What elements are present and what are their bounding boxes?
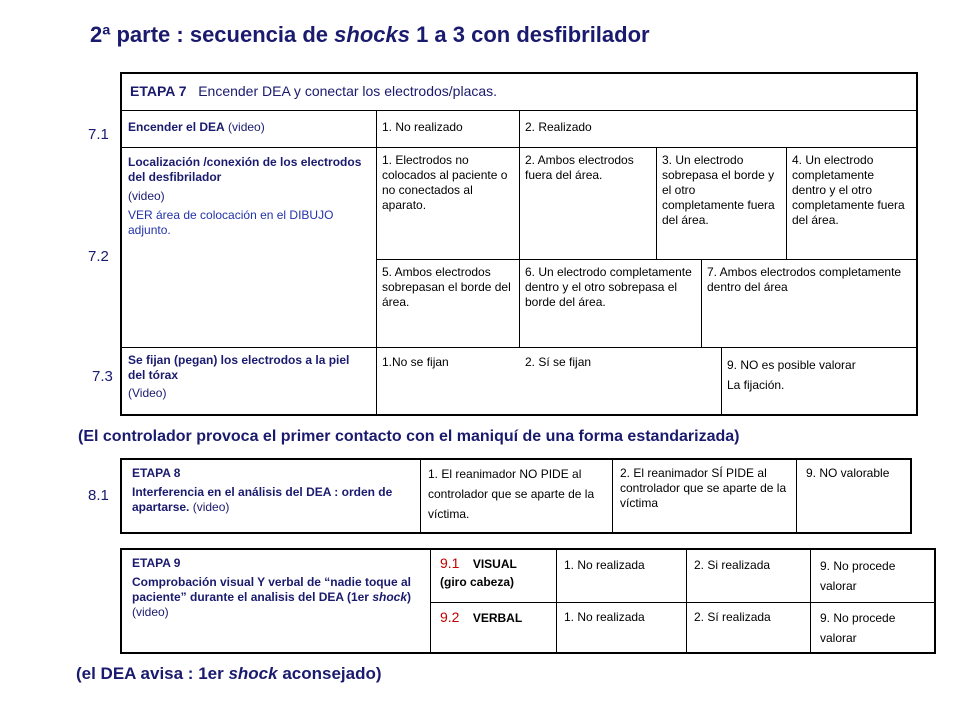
etapa9-r2-opt9: 9. No procede valorar [820,611,896,645]
etapa7-row2-opt7: 7. Ambos electrodos completamente dentro del área [707,265,902,294]
etapa9-r1-opt9: 9. No procede valorar [820,559,896,593]
etapa8-opt2: 2. El reanimador SÍ PIDE al controlador que se aparte de la víctima [620,466,787,510]
etapa7-row3-label [122,347,376,416]
side-label-7-3: 7.3 [92,368,113,385]
etapa7-row2-opt5: 5. Ambos electrodos sobrepasan el borde del área. [382,265,511,309]
etapa7-title: Encender DEA y conectar los electrodos/placas. [198,83,498,99]
etapa9-label-bold: Comprobación visual Y verbal de “nadie toque al paciente” durante el analisis del DEA (1er [132,575,411,604]
etapa8-tag: ETAPA 8 [132,466,181,480]
row3-opt9-line2: La fijación. [727,378,785,392]
dea-note [76,664,382,684]
etapa8-opt9: 9. NO valorable [806,466,890,480]
row2-label-bold: Localización /conexión de los electrodos del desfibrilador [128,155,362,184]
side-label-7-1: 7.1 [88,126,109,143]
etapa9-r1-opt2: 2. Si realizada [694,558,771,572]
etapa7-row1-opt2: 2. Realizado [525,120,592,134]
etapa8-table [120,458,912,534]
dea-note-em: shock [228,664,278,683]
etapa9-r1-label [430,550,556,602]
side-label-7-2: 7.2 [88,248,109,265]
etapa7-tag: ETAPA 7 [130,83,187,99]
etapa9-label-em: shock [372,590,407,604]
etapa8-label-bold: Interferencia en el análisis del DEA : orden de apartarse. [132,485,393,514]
etapa7-header [122,74,916,110]
row3-opt9-line1: 9. NO es posible valorar [727,358,856,372]
etapa8-opt1: 1. El reanimador NO PIDE al controlador que se aparte de la víctima. [428,467,595,521]
row3-label-video: (Video) [128,386,167,400]
row2-label-note: VER área de colocación en el DIBUJO adjunto. [128,208,334,237]
etapa9-tag: ETAPA 9 [132,556,181,570]
dea-note-pre: (el DEA avisa : 1er [76,664,229,683]
etapa9-table [120,548,936,654]
dea-note-post: aconsejado) [277,664,382,683]
etapa7-row3-opt1: 1.No se fijan [382,355,449,369]
etapa9-r1-opt1: 1. No realizada [564,558,645,572]
etapa7-row2-opt6: 6. Un electrodo completamente dentro y el otro sobrepasa el borde del área. [525,265,692,309]
etapa7-row3-opt9 [721,347,916,416]
title-text-end: 1 a 3 con desfibrilador [409,22,650,47]
etapa9-r2-label [430,602,556,652]
row1-label-rest: (video) [224,120,265,134]
etapa7-row2-opt3: 3. Un electrodo sobrepasa el borde y el otro completamente fuera del área. [662,153,775,227]
etapa9-r1-sub: (giro cabeza) [440,575,515,589]
side-label-8-1: 8.1 [88,487,109,504]
etapa7-row2-opt4: 4. Un electrodo completamente dentro y el otro completamente fuera del área. [792,153,905,227]
etapa9-r1-title: VISUAL [472,557,517,571]
page-title [90,22,650,48]
title-emphasis: shocks [334,22,410,47]
etapa7-row1-opt1: 1. No realizado [382,120,463,134]
etapa7-row3-opt2: 2. Sí se fijan [525,355,592,369]
etapa7-row2-opt2: 2. Ambos electrodos fuera del área. [525,153,634,182]
title-text: 2ª parte : secuencia de [90,22,335,47]
etapa8-label-rest: (video) [189,500,230,514]
etapa9-r2-opt2: 2. Sí realizada [694,610,771,624]
etapa9-label [122,550,430,652]
etapa9-label-rest: (video) [132,605,169,619]
etapa7-table [120,72,918,416]
etapa9-r2-num: 9.2 [440,609,460,625]
etapa7-row2-opt1: 1. Electrodos no colocados al paciente o no conectados al aparato. [382,153,508,212]
etapa7-row2-label [122,147,376,347]
row2-label-video: (video) [128,189,165,203]
row3-label-bold: Se fijan (pegan) los electrodos a la piel del tórax [128,353,350,382]
etapa7-row1-label [122,110,376,147]
row1-label-bold: Encender el DEA [128,120,225,134]
etapa9-r2-opt1: 1. No realizada [564,610,645,624]
etapa9-r2-title: VERBAL [472,611,523,625]
controller-note: (El controlador provoca el primer contacto con el maniquí de una forma estandarizada) [78,428,740,445]
etapa8-label [122,460,420,532]
etapa9-label-close: ) [407,590,411,604]
etapa9-r1-num: 9.1 [440,555,460,571]
